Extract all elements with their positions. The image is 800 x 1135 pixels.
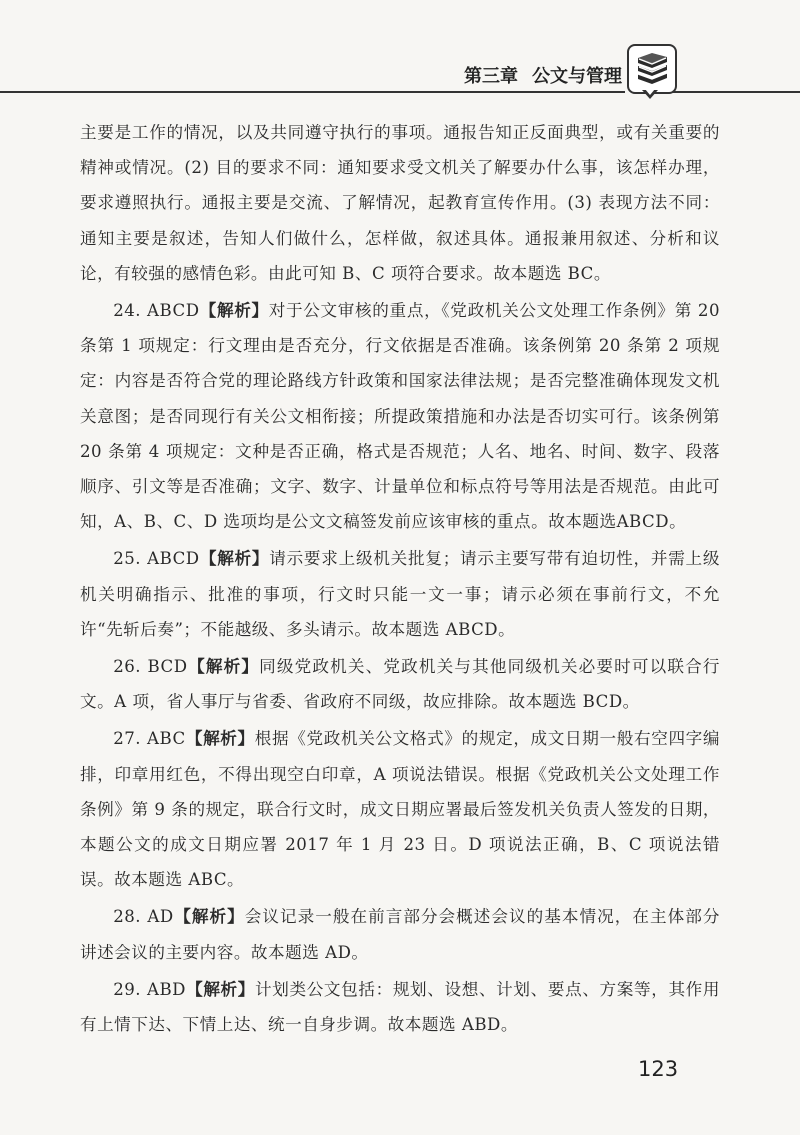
answer-number: 24. ABCD <box>113 301 200 321</box>
header-rule-left <box>0 91 625 93</box>
analysis-label: 【解析】 <box>185 729 255 749</box>
paragraph-text: 同级党政机关、党政机关与其他同级机关必要时可以联合行文。A 项，省人事厅与省委、省政府不同级，故应排除。故本题选 BCD。 <box>80 657 721 712</box>
answer-24 <box>80 293 720 539</box>
answer-25 <box>80 541 720 647</box>
answer-29 <box>80 972 720 1042</box>
chapter-heading <box>464 62 622 88</box>
paragraph-text: 对于公文审核的重点，《党政机关公文处理工作条例》第 20 条第 1 项规定：行文理由是否充分，行文依据是否准确。该条例第 20 条第 2 项规定：内容是否符合党的理论路线方针政策和国家法律法规；是否完整准确体现发文机关意图；是否同现行有关公文相衔接；所提政策措施和办法是否切实可行。该条例第 20 条第 4 项规定：文种是否正确，格式是否规范；人名、地名、时间、数字、段落顺序、引文等是否准确；文字、数字、计量单位和标点符号等用法是否规范。由此可知，A、B、C、D 选项均是公文文稿签发前应该审核的重点。故本题选ABCD。 <box>80 301 721 532</box>
page-header <box>0 0 800 100</box>
answer-number: 27. ABC <box>113 729 186 749</box>
answer-26 <box>80 649 720 719</box>
answer-28 <box>80 899 720 969</box>
chapter-title: 公文与管理 <box>532 66 622 87</box>
speech-tail-fill <box>645 89 655 95</box>
answer-number: 28. AD <box>113 907 174 927</box>
answer-number: 29. ABD <box>113 979 186 999</box>
answer-number: 26. BCD <box>113 657 188 677</box>
paragraph-text: 根据《党政机关公文格式》的规定，成文日期一般右空四字编排，印章用红色，不得出现空白印章，A 项说法错误。根据《党政机关公文处理工作条例》第 9 条的规定，联合行文时，成文日期应署最后签发机关负责人签发的日期，本题公文的成文日期应署 2017 年 1 月 23 日。D 项说法正确，B、C 项说法错误。故本题选 ABC。 <box>80 729 721 890</box>
analysis-label: 【解析】 <box>199 549 270 569</box>
continued-paragraph <box>80 115 720 291</box>
analysis-label: 【解析】 <box>199 301 269 321</box>
analysis-label: 【解析】 <box>185 979 256 999</box>
analysis-label: 【解析】 <box>187 657 260 677</box>
chapter-number: 第三章 <box>464 66 518 87</box>
paragraph-text: 计划类公文包括：规划、设想、计划、要点、方案等，其作用有上情下达、下情上达、统一自身步调。故本题选 ABD。 <box>80 979 720 1035</box>
answer-number: 25. ABCD <box>113 549 200 569</box>
answer-27 <box>80 721 720 897</box>
header-rule-right <box>670 91 800 93</box>
paragraph-text: 请示要求上级机关批复；请示主要写带有迫切性，并需上级机关明确指示、批准的事项，行文时只能一文一事；请示必须在事前行文，不允许“先斩后奏”；不能越级、多头请示。故本题选 ABCD。 <box>80 549 720 639</box>
page-number: 123 <box>638 1057 679 1081</box>
paragraph-text: 主要是工作的情况，以及共同遵守执行的事项。通报告知正反面典型，或有关重要的精神或情况。(2) 目的要求不同：通知要求受文机关了解要办什么事，该怎样办理，要求遵照执行。通报主要是交流、了解情况，起教育宣传作用。(3) 表现方法不同：通知主要是叙述，告知人们做什么，怎样做，叙述具体。通报兼用叙述、分析和议论，有较强的感情色彩。由此可知 B、C 项符合要求。故本题选 BC。 <box>80 123 720 283</box>
paragraph-text: 会议记录一般在前言部分会概述会议的基本情况，在主体部分讲述会议的主要内容。故本题选 AD。 <box>80 907 721 962</box>
analysis-label: 【解析】 <box>173 907 245 927</box>
answer-explanations <box>80 115 720 1044</box>
stacked-books-icon <box>627 44 677 94</box>
